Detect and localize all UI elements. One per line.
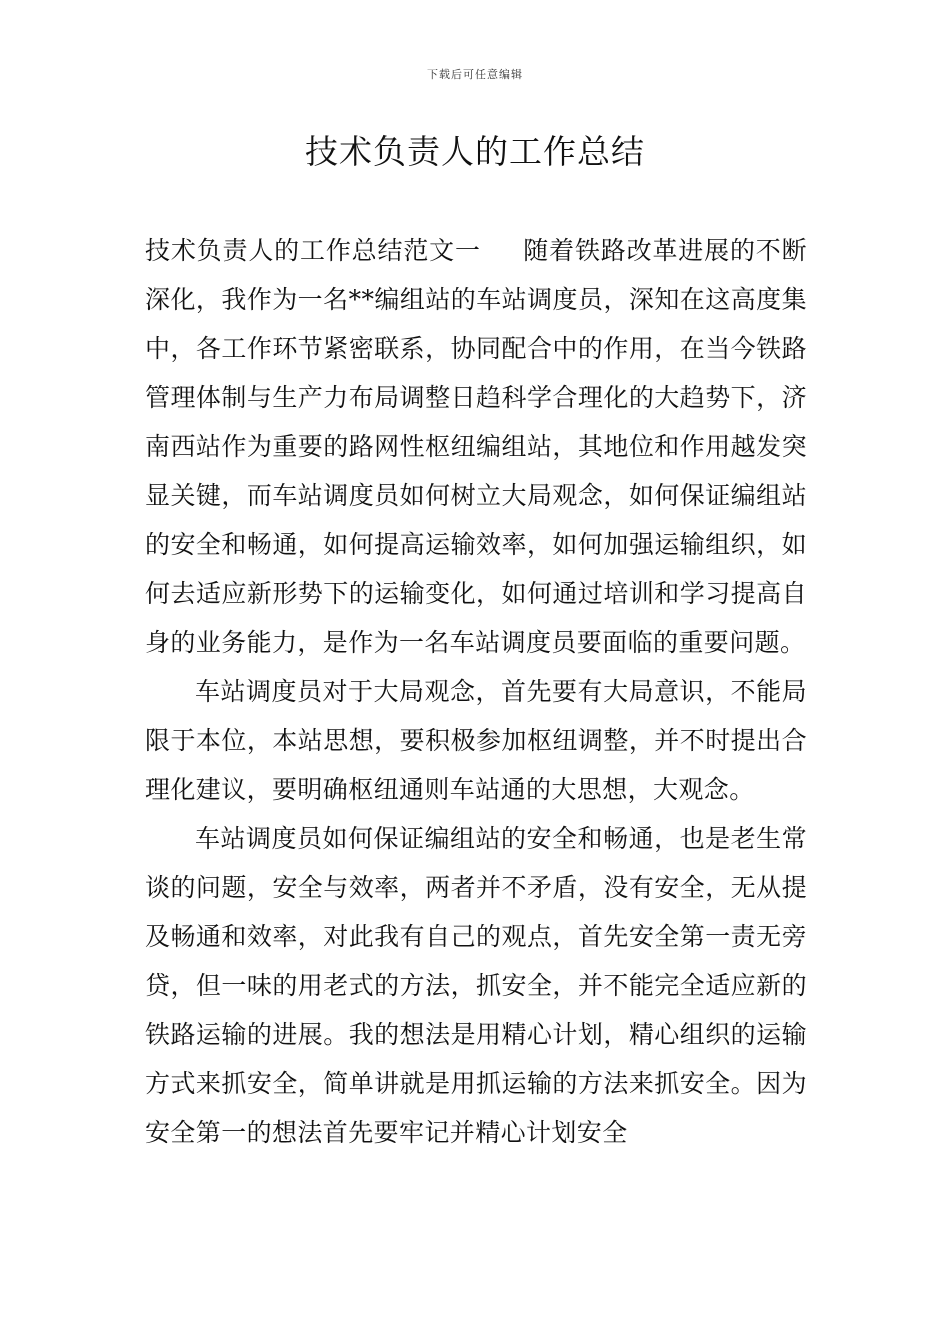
header-note: 下载后可任意编辑 bbox=[427, 68, 523, 81]
paragraph-2: 车站调度员对于大局观念，首先要有大局意识，不能局限于本位，本站思想，要积极参加枢纽调整，并不时提出合理化建议，要明确枢纽通则车站通的大思想，大观念。 bbox=[145, 677, 807, 804]
intro-label: 技术负责人的工作总结范文一 bbox=[145, 236, 481, 265]
document-title: 技术负责人的工作总结 bbox=[305, 132, 645, 171]
paragraph-3: 车站调度员如何保证编组站的安全和畅通，也是老生常谈的问题，安全与效率，两者并不矛盾，没有安全，无从提及畅通和效率，对此我有自己的观点，首先安全第一责无旁贷，但一味的用老式的方法，抓安全，并不能完全适应新的铁路运输的进展。我的想法是用精心计划，精心组织的运输方式来抓安全，简单讲就是用抓运输的方法来抓安全。因为安全第一的想法首先要牢记并精心计划安全 bbox=[145, 824, 807, 1147]
document-body bbox=[145, 226, 807, 1157]
paragraph-1-text: 随着铁路改革进展的不断深化，我作为一名**编组站的车站调度员，深知在这高度集中，各工作环节紧密联系，协同配合中的作用，在当今铁路管理体制与生产力布局调整日趋科学合理化的大趋势下，济南西站作为重要的路网性枢纽编组站，其地位和作用越发突显关键，而车站调度员如何树立大局观念，如何保证编组站的安全和畅通，如何提高运输效率，如何加强运输组织，如何去适应新形势下的运输变化，如何通过培训和学习提高自身的业务能力，是作为一名车站调度员要面临的重要问题。 bbox=[145, 236, 808, 657]
paragraph-1 bbox=[145, 226, 807, 667]
